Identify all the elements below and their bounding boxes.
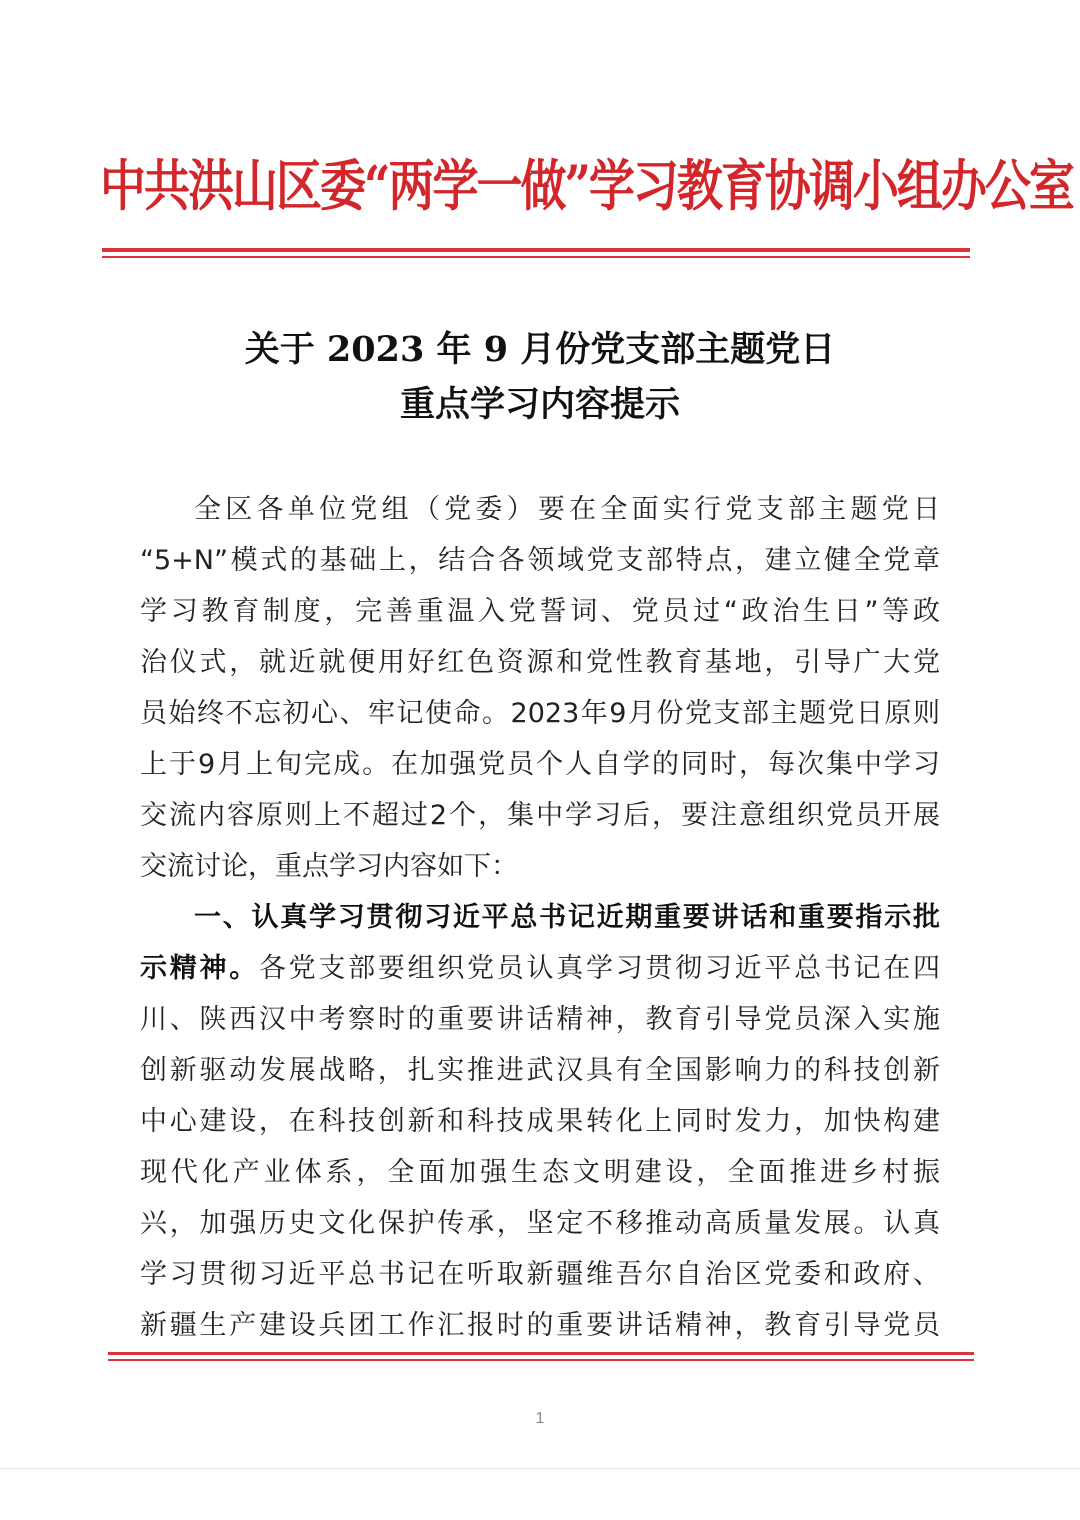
body-line: 学习教育制度，完善重温入党誓词、党员过“政治生日”等政 [140,596,940,627]
section-1-heading: 一、认真学习贯彻习近平总书记近期重要讲话和重要指示批 [194,902,940,933]
document-title-line-2: 重点学习内容提示 [399,384,680,425]
header-red-rule-thin [102,256,970,258]
body-line: 员始终不忘初心、牢记使命。2023年9月份党支部主题党日原则 [140,698,940,729]
header-red-rule-thick [102,248,970,252]
section-1 [140,892,940,1351]
body-line: 交流内容原则上不超过2个，集中学习后，要注意组织党员开展 [140,800,940,831]
section-1-heading-end: 示精神。 [140,953,259,984]
body-line: 创新驱动发展战略，扎实推进武汉具有全国影响力的科技创新 [140,1055,940,1086]
body-paragraph-1 [140,484,940,892]
body-line: 兴，加强历史文化保护传承，坚定不移推动高质量发展。认真 [140,1208,940,1239]
document-title-line-1: 关于 2023 年 9 月份党支部主题党日 [244,329,836,370]
body-line: “5+N”模式的基础上，结合各领域党支部特点，建立健全党章 [140,545,940,576]
body-line: 治仪式，就近就便用好红色资源和党性教育基地，引导广大党 [140,647,940,678]
body-line: 交流讨论，重点学习内容如下： [140,851,518,882]
footer-red-rule-thick [108,1352,974,1355]
section-1-heading-continuation [140,943,940,994]
viewer-divider [0,1468,1080,1469]
body-line: 中心建设，在科技创新和科技成果转化上同时发力，加快构建 [140,1106,940,1137]
body-line: 上于9月上旬完成。在加强党员个人自学的同时，每次集中学习 [140,749,940,780]
section-1-text-start: 各党支部要组织党员认真学习贯彻习近平总书记在四 [258,953,940,984]
body-line: 全区各单位党组（党委）要在全面实行党支部主题党日 [194,494,940,525]
body-line: 学习贯彻习近平总书记在听取新疆维吾尔自治区党委和政府、 [140,1259,940,1290]
body-line: 新疆生产建设兵团工作汇报时的重要讲话精神，教育引导党员 [140,1310,940,1341]
body-line: 现代化产业体系，全面加强生态文明建设，全面推进乡村振 [140,1157,940,1188]
issuing-office-header: 中共洪山区委“两学一做”学习教育协调小组办公室 [100,153,1073,219]
footer-red-rule-thin [108,1359,974,1361]
page-number: 1 [535,1410,545,1427]
body-line: 川、陕西汉中考察时的重要讲话精神，教育引导党员深入实施 [140,1004,940,1035]
